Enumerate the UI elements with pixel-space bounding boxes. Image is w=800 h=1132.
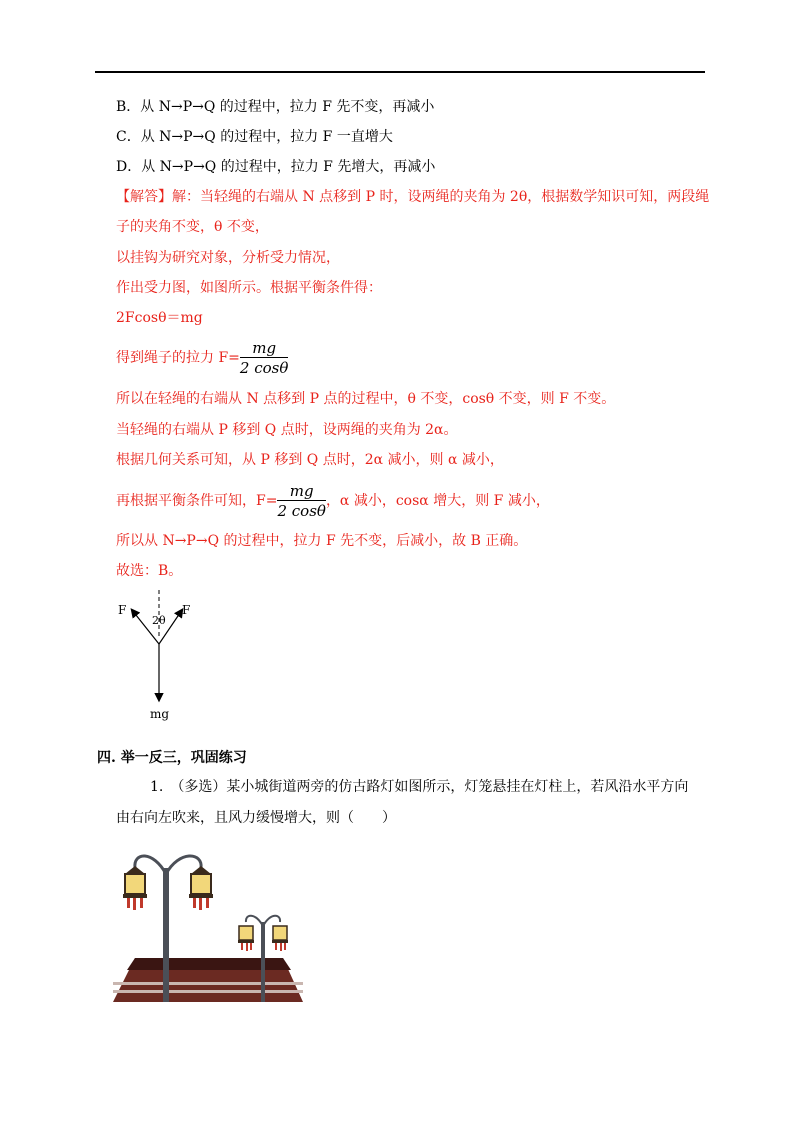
answer-line-7: 所以在轻绳的右端从 N 点移到 P 点的过程中，θ 不变，cosθ 不变，则 F 不变。 <box>116 391 616 407</box>
option-d: D．从 N→P→Q 的过程中，拉力 F 先增大，再减小 <box>116 159 436 175</box>
fraction-numerator: mg <box>240 339 288 358</box>
fraction-numerator-2: mg <box>277 482 325 501</box>
force-diagram <box>112 588 202 728</box>
answer-tag: 【解答】 <box>116 189 172 205</box>
label-angle: 2θ <box>152 614 166 627</box>
answer-line-3: 以挂钩为研究对象，分析受力情况， <box>116 250 340 266</box>
answer-line-10 <box>116 481 550 521</box>
answer-line-11: 所以从 N→P→Q 的过程中，拉力 F 先不变，后减小，故 B 正确。 <box>116 533 528 549</box>
header-rule <box>95 71 705 73</box>
short-right-arm <box>263 916 280 926</box>
section-title: 四. 举一反三，巩固练习 <box>97 750 247 766</box>
answer-line-9: 根据几何关系可知，从 P 移到 Q 点时，2α 减小，则 α 减小， <box>116 452 504 468</box>
lantern-small-right <box>272 926 288 951</box>
question-line-2: 由右向左吹来，且风力缓慢增大，则（ ） <box>116 810 396 826</box>
label-mg: mg <box>150 707 170 721</box>
answer-line-1 <box>116 187 709 207</box>
short-left-arm <box>246 916 263 926</box>
fraction-formula-2 <box>277 482 325 521</box>
answer-text-1: 解：当轻绳的右端从 N 点移到 P 时，设两绳的夹角为 2θ，根据数学知识可知，两段绳 <box>172 189 710 205</box>
answer-line-5: 2Fcosθ＝mg <box>116 310 203 326</box>
answer-text-10a: 再根据平衡条件可知，F= <box>116 493 278 509</box>
fraction-denominator-2: 2 cosθ <box>277 501 326 520</box>
answer-line-4: 作出受力图，如图所示。根据平衡条件得： <box>116 280 382 296</box>
fraction-denominator: 2 cosθ <box>239 358 289 377</box>
roof-ridge <box>127 958 291 970</box>
fraction-formula <box>240 339 288 378</box>
label-f-left: F <box>118 603 127 617</box>
question-line-1: 1. （多选）某小城街道两旁的仿古路灯如图所示，灯笼悬挂在灯柱上，若风沿水平方向 <box>150 779 689 795</box>
answer-line-8: 当轻绳的右端从 P 移到 Q 点时，设两绳的夹角为 2α。 <box>116 422 458 438</box>
lantern-small-left <box>238 926 254 951</box>
street-lamp-image <box>113 850 308 1005</box>
short-pole <box>261 922 265 1002</box>
lantern-left <box>123 866 147 910</box>
answer-line-6 <box>116 338 288 378</box>
roof-stripe-2 <box>113 990 303 993</box>
answer-text-6: 得到绳子的拉力 F= <box>116 350 240 366</box>
label-f-right: F <box>182 603 191 617</box>
lantern-right <box>189 866 213 910</box>
answer-line-12: 故选：B。 <box>116 563 183 579</box>
roof-stripe <box>113 982 303 985</box>
option-c: C．从 N→P→Q 的过程中，拉力 F 一直增大 <box>116 129 393 145</box>
tall-pole <box>163 868 169 1002</box>
answer-text-10b: ，α 减小，cosα 增大，则 F 减小， <box>325 493 550 509</box>
answer-line-2: 子的夹角不变，θ 不变， <box>116 219 269 235</box>
option-b: B．从 N→P→Q 的过程中，拉力 F 先不变，再减小 <box>116 99 435 115</box>
